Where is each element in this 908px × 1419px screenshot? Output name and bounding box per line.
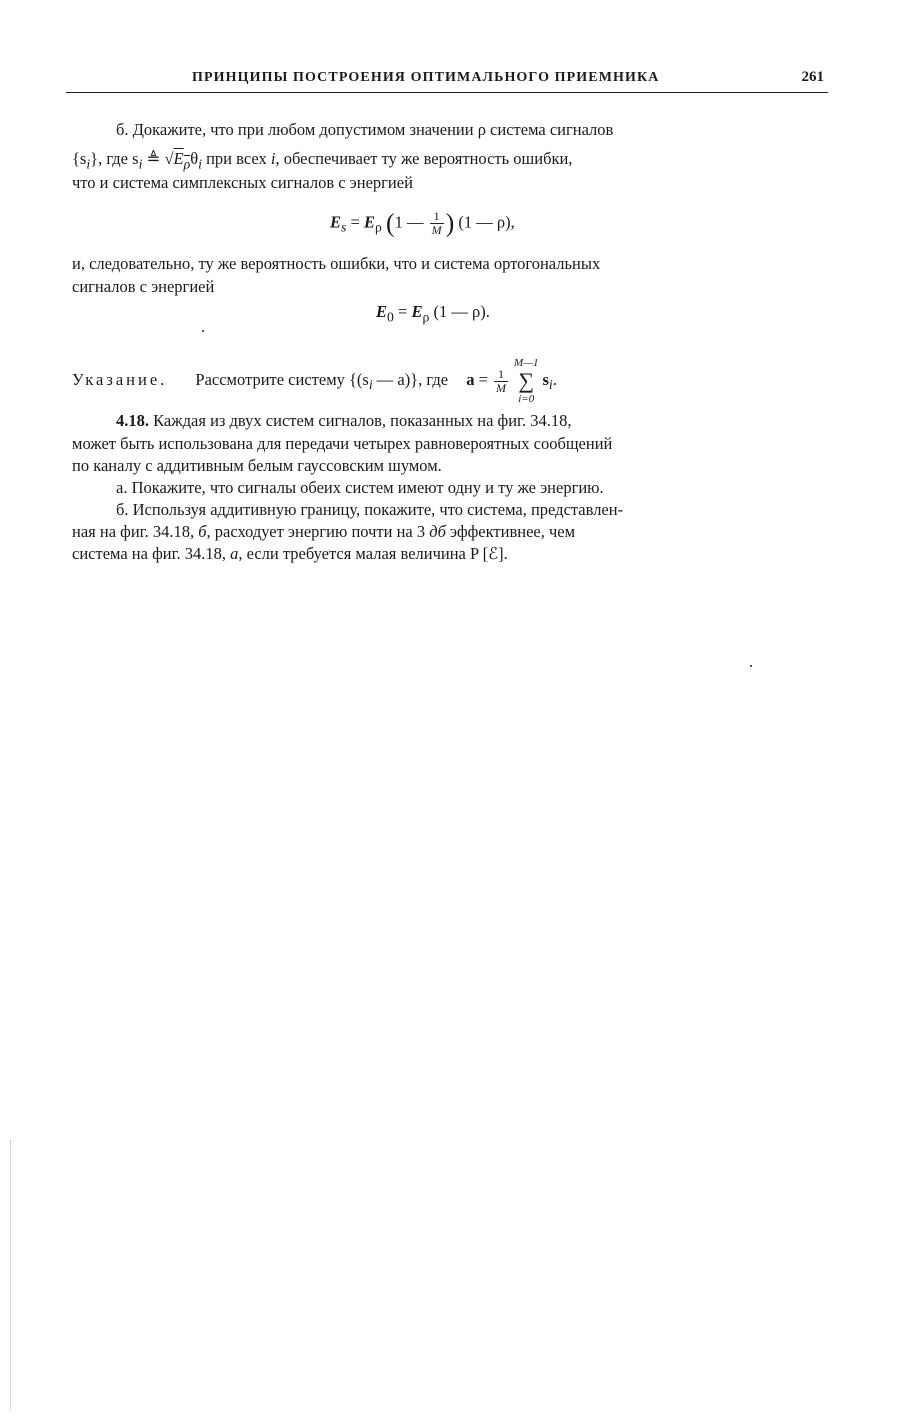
formula-simplex-energy: $E_s = E_\rho$ (1 — $\frac{1}{M}$ ) (1 — ρ), — [330, 208, 515, 238]
part-b-line-4: и, следовательно, ту же вероятность ошибки, что и система ортогональных — [72, 254, 601, 273]
fraction-1-over-M-hint: $\frac{1}{M}$ — [496, 366, 507, 395]
print-speck — [202, 330, 204, 332]
page-number: 261 — [801, 69, 824, 85]
header-title: ПРИНЦИПЫ ПОСТРОЕНИЯ ОПТИМАЛЬНОГО ПРИЕМНИКА — [192, 70, 660, 85]
scan-margin-mark — [10, 1140, 12, 1410]
print-speck — [750, 665, 752, 667]
summation-sign: M—1 ∑ i=0 — [514, 357, 539, 405]
running-header — [66, 66, 828, 93]
problem-line-2: может быть использована для передачи четырех равновероятных сообщений — [72, 434, 613, 453]
problem-number: 4.18. — [116, 411, 149, 430]
problem-line-3: по каналу с аддитивным белым гауссовским шумом. — [72, 456, 442, 475]
hint-label: Указание. — [72, 369, 168, 389]
problem-part-b-line-3: система на фиг. 34.18, а, если требуется малая величина P [ℰ]. — [72, 544, 508, 563]
hint-line: Указание. Рассмотрите систему {($s_i$ — a)}, где a = $\frac{1}{M}$ M—1 ∑ i=0 $s_i$. — [72, 357, 557, 405]
problem-part-a: а. Покажите, что сигналы обеих систем имеют одну и ту же энергию. — [116, 478, 604, 497]
problem-part-b-line-2: ная на фиг. 34.18, б, расходует энергию почти на 3 дб эффективнее, чем — [72, 522, 576, 541]
part-b-line-1: б. Докажите, что при любом допустимом значении ρ система сигналов — [116, 120, 614, 139]
formula-orthogonal-energy: $E_0 = E_\rho$ (1 — ρ). — [376, 302, 490, 325]
problem-part-b-line-1: б. Используя аддитивную границу, покажите, что система, представлен- — [116, 500, 624, 519]
part-b-line-3: что и система симплексных сигналов с энергией — [72, 173, 413, 192]
part-b-line-5: сигналов с энергией — [72, 277, 215, 296]
problem-line-1: 4.18. Каждая из двух систем сигналов, показанных на фиг. 34.18, — [116, 411, 572, 430]
part-b-line-2: $\{s_i\}$, где $s_i$ ≜ $√E_\rho\theta_i$ при всех i, обеспечивает ту же вероятность ошибки, — [72, 149, 573, 172]
fraction-1-over-M: $\frac{1}{M}$ — [431, 209, 442, 237]
